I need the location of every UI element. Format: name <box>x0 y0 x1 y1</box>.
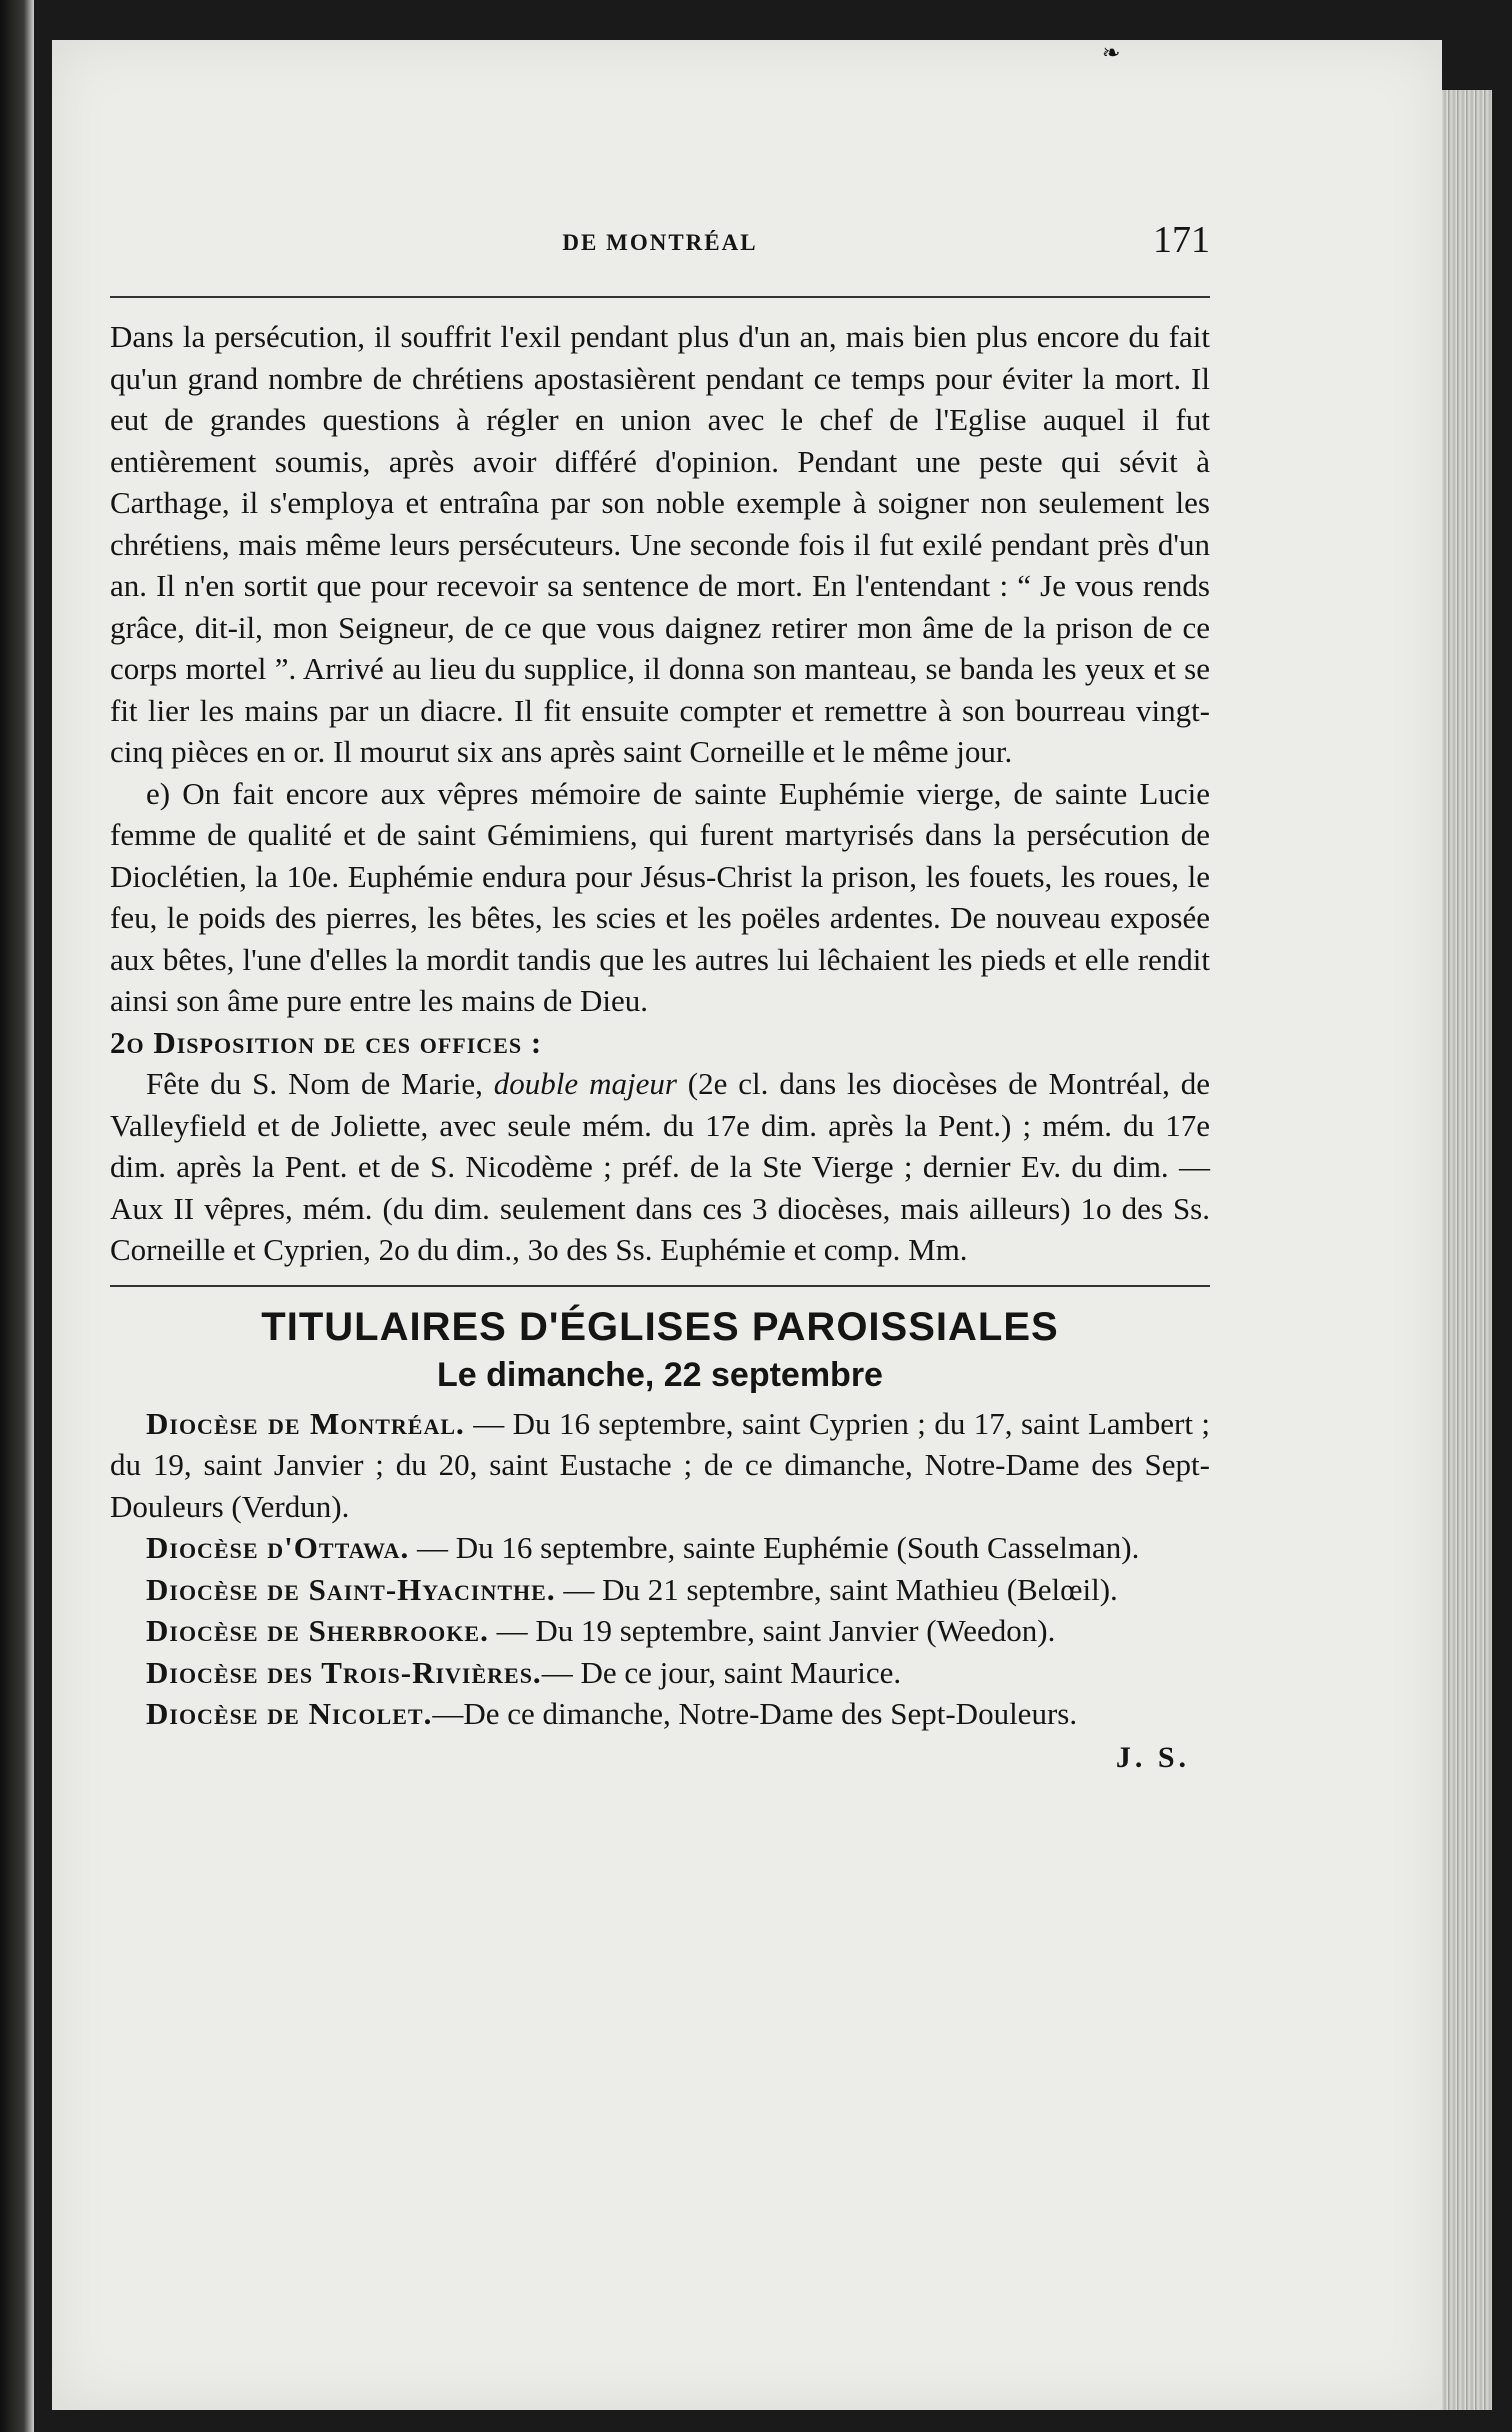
disposition-rite: double majeur <box>493 1066 677 1101</box>
paragraph-euphemia: e) On fait encore aux vêpres mémoire de sainte Euphémie vierge, de sainte Lucie femme de qualité et de saint Gémimiens, qui furent martyrisés dans la persécution de Dioclétien, la 10e. Euphémie endura pour Jésus-Christ la prison, les fouets, les roues, le feu, le poids des pierres, les bêtes, les scies et les poëles ardentes. De nouveau exposée aux bêtes, l'une d'elles la mordit tandis que les autres lui lêchaient les pieds et elle rendit ainsi son âme pure entre les mains de Dieu. <box>110 775 1210 1018</box>
diocese-name: Diocèse des Trois-Rivières. <box>146 1654 542 1690</box>
section-rule <box>110 1285 1210 1287</box>
entry-nicolet <box>110 1693 1210 1735</box>
entry-text: — Du 21 septembre, saint Mathieu (Belœil). <box>555 1571 1118 1607</box>
entry-sherbrooke <box>110 1610 1210 1652</box>
diocese-name: Diocèse d'Ottawa. <box>146 1530 410 1565</box>
entry-text: — De ce jour, saint Maurice. <box>541 1654 902 1690</box>
entry-text: — Du 19 septembre, saint Janvier (Weedon). <box>488 1613 1056 1648</box>
disposition-text-start: Fête du S. Nom de Marie, <box>146 1066 494 1101</box>
ink-mark: ❧ <box>1102 40 1121 65</box>
entry-trois-rivieres <box>110 1652 1210 1694</box>
header-rule <box>110 296 1210 298</box>
entry-text: — Du 16 septembre, sainte Euphémie (South Casselman). <box>409 1530 1140 1565</box>
disposition-heading: 2o Disposition de ces offices : <box>110 1024 543 1060</box>
entry-montreal <box>110 1403 1210 1528</box>
paragraph-persecution: Dans la persécution, il souffrit l'exil pendant plus d'un an, mais bien plus encore du fait qu'un grand nombre de chrétiens apostasièrent pendant ce temps pour éviter la mort. Il eut de grandes questions à régler en union avec le chef de l'Eglise auquel il fut entièrement soumis, après avoir différé d'opinion. Pendant une peste qui sévit à Carthage, il s'employa et entraîna par son noble exemple à soigner non seulement les chrétiens, mais même leurs persécuteurs. Une seconde fois il fut exilé pendant près d'un an. Il n'en sortit que pour recevoir sa sentence de mort. En l'entendant : “ Je vous rends grâce, dit-il, mon Seigneur, de ce que vous daignez retirer mon âme de la prison de ce corps mortel ”. Arrivé au lieu du supplice, il donna son manteau, se banda les yeux et se fit lier les mains par un diacre. Il fit ensuite compter et remettre à son bourreau vingt-cinq pièces en or. Il mourut six ans après saint Corneille et le même jour. <box>110 319 1210 769</box>
page-header <box>110 210 1210 290</box>
paragraph-disposition <box>110 1063 1210 1271</box>
entry-ottawa <box>110 1527 1210 1569</box>
book-gutter <box>0 0 34 2432</box>
entry-text: —De ce dimanche, Notre-Dame des Sept-Douleurs. <box>432 1696 1078 1731</box>
entry-saint-hyacinthe <box>110 1569 1210 1611</box>
disposition-text-rest: (2e cl. dans les diocèses de Montréal, de Valleyfield et de Joliette, avec seule mém. du 17e dim. après la Pent.) ; mém. du 17e dim. après la Pent. et de S. Nicodème ; préf. de la Ste Vierge ; dernier Ev. du dim. — Aux II vêpres, mém. (du dim. seulement dans ces 3 diocèses, mais ailleurs) 1o des Ss. Corneille et Cyprien, 2o du dim., 3o des Ss. Euphémie et comp. Mm. <box>110 1066 1210 1267</box>
signature: J. S. <box>1115 1740 1190 1774</box>
running-title: DE MONTRÉAL <box>562 230 758 255</box>
diocese-name: Diocèse de Sherbrooke. <box>146 1613 489 1648</box>
diocese-name: Diocèse de Saint-Hyacinthe. <box>146 1571 556 1607</box>
diocese-name: Diocèse de Nicolet. <box>146 1696 433 1731</box>
entry-text: — Du 16 septembre, saint Cyprien ; du 17, saint Lambert ; du 19, saint Janvier ; du 20, saint Eustache ; de ce dimanche, Notre-Dame des Sept-Douleurs (Verdun). <box>110 1405 1210 1524</box>
diocese-name: Diocèse de Montréal. <box>146 1405 465 1441</box>
page-content <box>110 210 1210 1775</box>
section-subtitle: Le dimanche, 22 septembre <box>437 1355 883 1394</box>
section-title: TITULAIRES D'ÉGLISES PAROISSIALES <box>261 1304 1059 1349</box>
page-number: 171 <box>1153 219 1210 261</box>
